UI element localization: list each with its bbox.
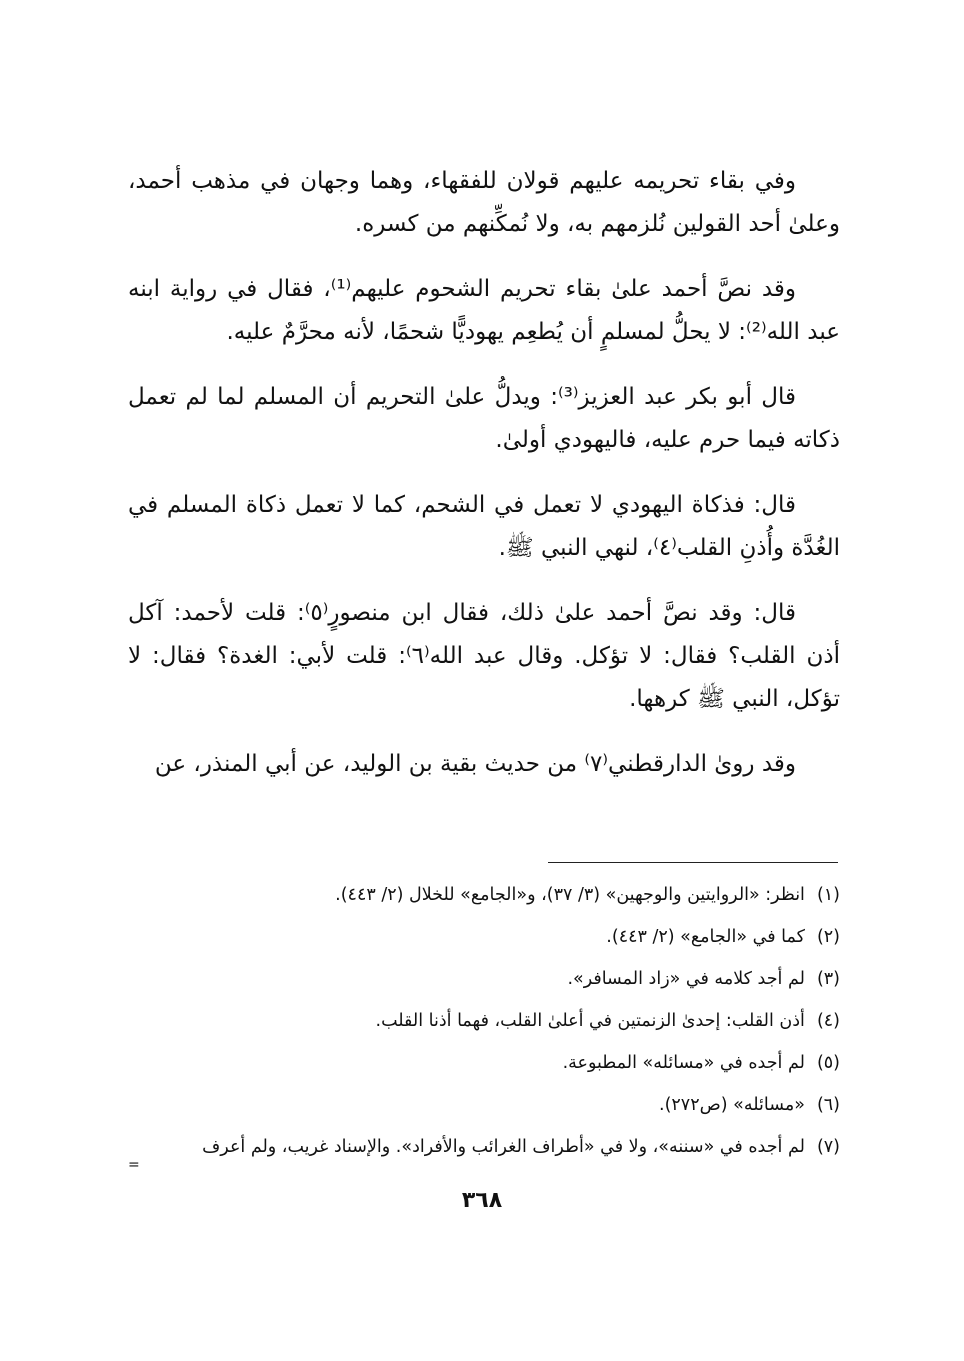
footnote-1 (128, 874, 840, 916)
paragraph-6: وقد روىٰ الدارقطني⁽٧⁾ من حديث بقية بن الوليد، عن أبي المنذر، عن (154, 751, 796, 777)
footnote-number: (٦) (816, 1095, 840, 1115)
footnote-number: (٥) (816, 1053, 840, 1073)
footnote-text: لم أجد كلامه في «زاد المسافر». (567, 969, 805, 989)
continuation-mark: = (128, 1157, 140, 1173)
footnote-2 (128, 916, 840, 958)
footnote-text: أذن القلب: إحدىٰ الزنمتين في أعلىٰ القلب، فهما أذنا القلب. (375, 1011, 805, 1031)
footnote-7 (128, 1126, 840, 1168)
footnote-number: (٢) (816, 927, 840, 947)
footnote-3 (128, 958, 840, 1000)
footnote-4 (128, 1000, 840, 1042)
paragraph-1: وفي بقاء تحريمه عليهم قولان للفقهاء، وهما وجهان في مذهب أحمد، وعلىٰ أحد القولين نُلزمهم به، ولا نُمكِّنهم من كسره. (128, 168, 840, 237)
main-text (128, 160, 840, 808)
paragraph-2: وقد نصَّ أحمد علىٰ بقاء تحريم الشحوم عليهم⁽¹⁾، فقال في رواية ابنه عبد الله⁽²⁾: لا يحلُّ لمسلمٍ أن يُطعِم يهوديًّا شحمًا، لأنه محرَّمٌ عليه. (128, 276, 840, 345)
footnote-number: (٣) (816, 969, 840, 989)
footnote-text: لم أجده في «مسائله» المطبوعة. (562, 1053, 805, 1073)
paragraph-4: قال: فذكاة اليهودي لا تعمل في الشحم، كما لا تعمل ذكاة المسلم في الغُدَّة وأُذنِ القلب⁽٤⁾، لنهي النبي ﷺ. (128, 492, 840, 561)
footnote-text: انظر: «الروايتين والوجهين» (٣/ ٣٧)، و«الجامع» للخلال (٢/ ٤٤٣). (335, 885, 805, 905)
paragraph-5: قال: وقد نصَّ أحمد علىٰ ذلك، فقال ابن منصورٍ⁽٥⁾: قلت لأحمد: آكل أذن القلب؟ فقال: لا تؤكل. وقال عبد الله⁽٦⁾: قلت لأبي: الغدة؟ فقال: لا تؤكل، النبي ﷺ كرهها. (128, 600, 840, 712)
footnotes (128, 874, 840, 1168)
footnote-number: (٧) (816, 1137, 840, 1157)
footnote-text: لم أجده في «سننه»، ولا في «أطراف الغرائب والأفراد». والإسناد غريب، ولم أعرف (202, 1137, 805, 1157)
page-number: ٣٦٨ (461, 1188, 503, 1213)
footnote-5 (128, 1042, 840, 1084)
footnote-number: (١) (816, 885, 840, 905)
footnote-6 (128, 1084, 840, 1126)
footnote-number: (٤) (816, 1011, 840, 1031)
footnote-separator (548, 862, 838, 863)
footnote-text: «مسائله» (ص٢٧٢). (659, 1095, 805, 1115)
footnote-text: كما في «الجامع» (٢/ ٤٤٣). (606, 927, 805, 947)
paragraph-3: قال أبو بكر عبد العزيز⁽³⁾: ويدلُّ علىٰ التحريم أن المسلم لما لم تعمل ذكاته فيما حرم عليه، فاليهودي أولىٰ. (128, 384, 840, 453)
